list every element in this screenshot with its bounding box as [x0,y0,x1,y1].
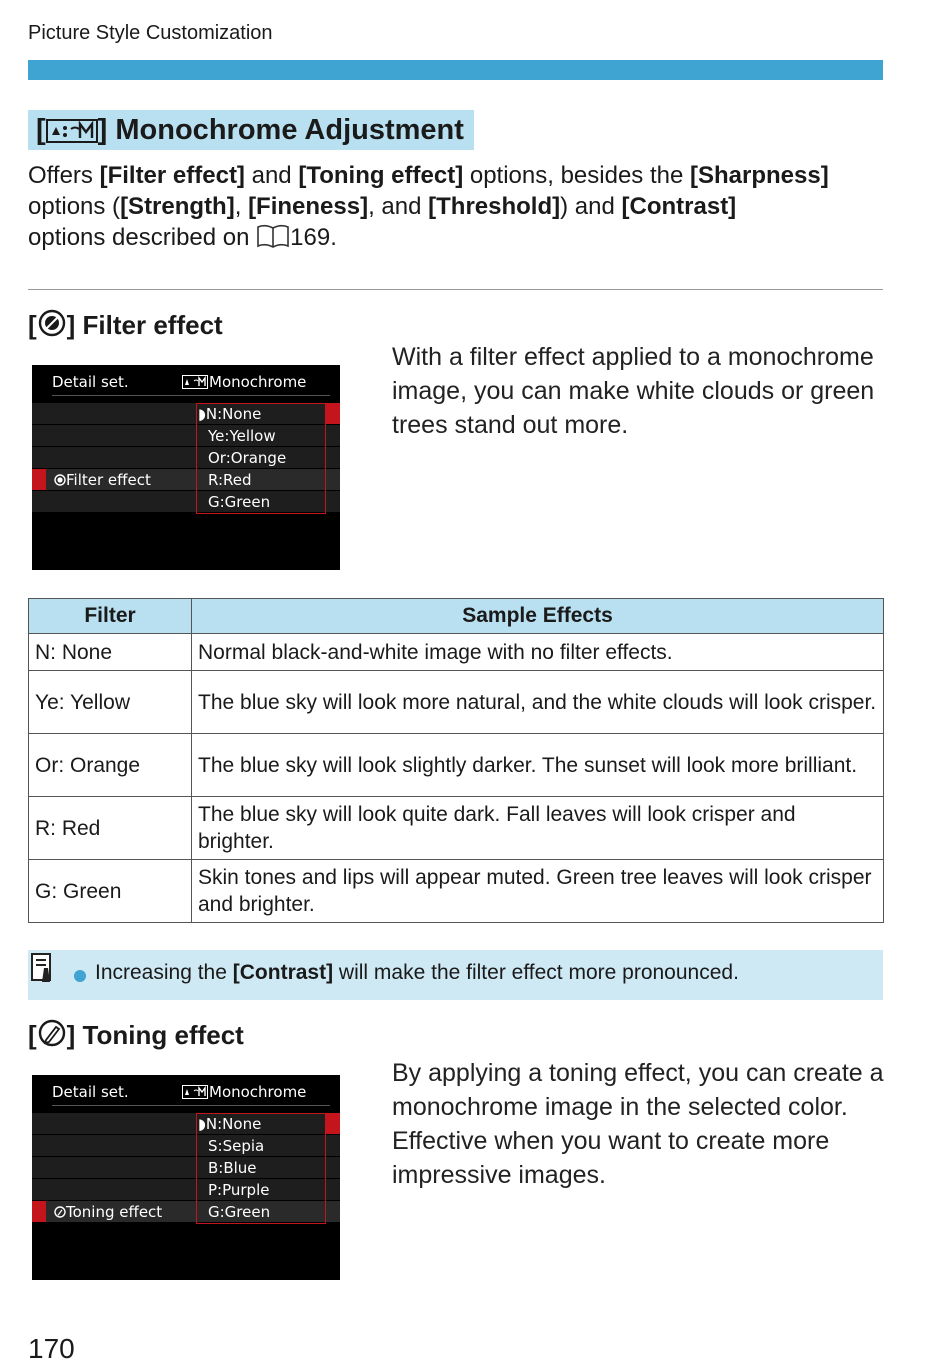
toning-effect-icon [54,1206,66,1218]
bullet-dot [74,970,86,982]
filter-cell: R: Red [29,797,192,860]
filter-cell: G: Green [29,860,192,923]
page-number: 170 [28,1333,75,1364]
filter-effect-heading: [ ] Filter effect [28,308,223,345]
selection-marker [32,469,46,490]
book-page-reference-icon [256,223,290,257]
option-g-green[interactable]: G:Green [208,1203,271,1221]
filter-effect-icon [54,474,66,486]
table-row [29,797,884,860]
memo-note-icon [30,952,56,991]
toning-effect-heading: [ ] Toning effect [28,1018,244,1055]
title-open-bracket: [ [36,114,46,146]
option-ye-yellow[interactable]: Ye:Yellow [208,427,276,445]
intro-paragraph: Offers [Filter effect] and [Toning effect] options, besides the [Sharpness] options ([Strength], [Fineness], and [Threshold]) and [Contrast] options described on 169. [28,160,888,257]
column-header-filter: Filter [29,599,192,634]
screen-mode: Monochrome [182,373,306,391]
page-reference[interactable]: 169. [290,224,337,251]
option-r-red[interactable]: R:Red [208,471,252,489]
option-p-purple[interactable]: P:Purple [208,1181,270,1199]
toning-effect-camera-screen [32,1075,340,1280]
toning-effect-description: By applying a toning effect, you can create a monochrome image in the selected color. Effective when you want to create more impressive images. [392,1059,884,1189]
screen-header: Detail set. [52,1083,129,1101]
filter-effect-icon [37,308,67,345]
option-n-none[interactable]: ◗N:None [198,1115,262,1133]
filter-cell: Ye: Yellow [29,671,192,734]
note-text: Increasing the [Contrast] will make the filter effect more pronounced. [95,961,739,984]
option-s-sepia[interactable]: S:Sepia [208,1137,265,1155]
section-header: Picture Style Customization [28,22,273,44]
option-g-green[interactable]: G:Green [208,493,271,511]
monochrome-picture-style-icon [46,114,98,154]
effect-cell: The blue sky will look slightly darker. The sunset will look more brilliant. [192,734,884,797]
note-box [28,950,883,1000]
screen-divider [52,395,330,396]
selected-setting-label: Toning effect [54,1203,162,1221]
selected-setting-label: Filter effect [54,471,151,489]
column-header-sample-effects: Sample Effects [192,599,884,634]
effect-cell: The blue sky will look quite dark. Fall leaves will look crisper and brighter. [192,797,884,860]
table-row [29,734,884,797]
filter-effects-table [28,598,884,923]
scroll-indicator [325,403,340,424]
table-header-row [29,599,884,634]
table-row [29,634,884,671]
filter-cell: N: None [29,634,192,671]
scroll-indicator [325,1113,340,1134]
option-b-blue[interactable]: B:Blue [208,1159,257,1177]
filter-cell: Or: Orange [29,734,192,797]
option-n-none[interactable]: ◗N:None [198,405,262,423]
selection-marker [32,1201,46,1222]
screen-divider [52,1105,330,1106]
option-or-orange[interactable]: Or:Orange [208,449,287,467]
monochrome-mode-icon [182,375,208,389]
effect-cell: Normal black-and-white image with no filter effects. [192,634,884,671]
filter-effect-description: With a filter effect applied to a monochrome image, you can make white clouds or green trees stand out more. [392,343,875,439]
toning-effect-icon [37,1018,67,1055]
effect-cell: The blue sky will look more natural, and the white clouds will look crisper. [192,671,884,734]
monochrome-mode-icon [182,1085,208,1099]
table-row [29,671,884,734]
title-text: ] Monochrome Adjustment [97,114,464,146]
header-accent-bar [28,60,883,80]
table-row [29,860,884,923]
section-divider [28,289,883,290]
screen-mode: Monochrome [182,1083,306,1101]
screen-header: Detail set. [52,373,129,391]
filter-effect-camera-screen [32,365,340,570]
page-title [28,110,474,150]
effect-cell: Skin tones and lips will appear muted. Green tree leaves will look crisper and brighter. [192,860,884,923]
